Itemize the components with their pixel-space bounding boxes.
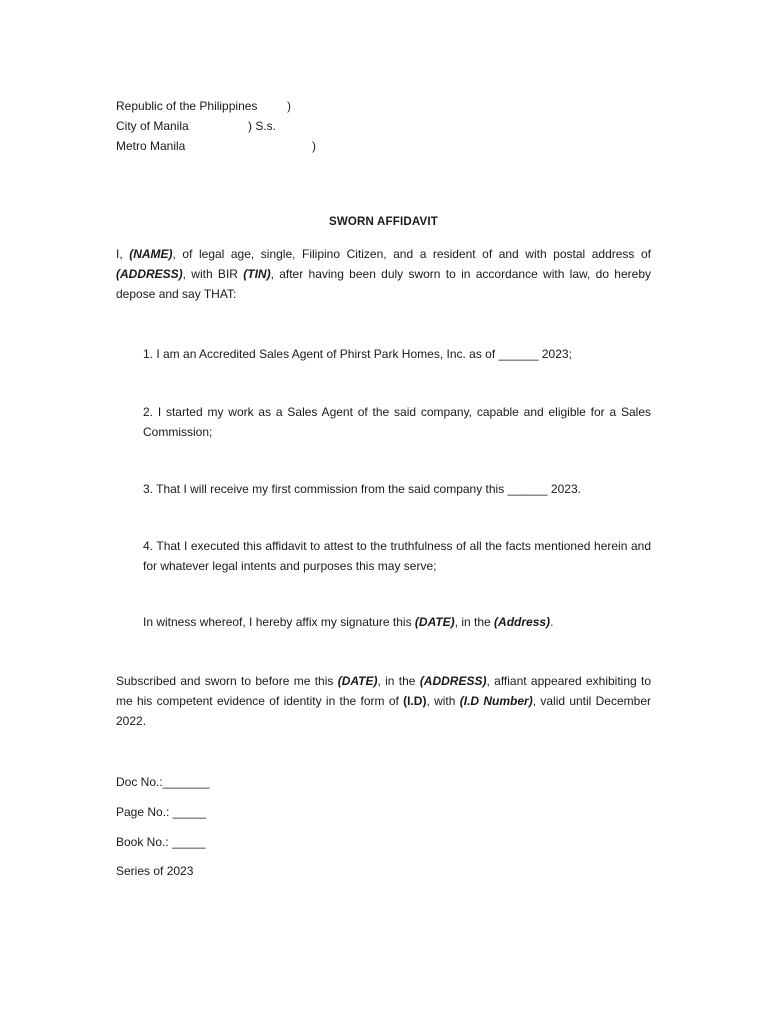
id-placeholder: (I.D)	[403, 694, 427, 708]
venue-paren: )	[287, 99, 291, 113]
tin-placeholder: (TIN)	[243, 267, 271, 281]
venue-line-republic	[116, 96, 291, 116]
page-no-line: Page No.: _____	[116, 805, 207, 819]
jurat-text: , in the	[377, 674, 420, 688]
witness-text: .	[550, 615, 554, 629]
venue-ss: ) S.s.	[248, 119, 277, 133]
venue-metro: Metro Manila	[116, 139, 186, 153]
venue-line-metro	[116, 136, 316, 156]
statement-item-2: 2. I started my work as a Sales Agent of the said company, capable and eligible for a Sales Commission;	[143, 405, 651, 439]
venue-paren: )	[312, 139, 316, 153]
venue-line-city	[116, 116, 277, 136]
venue-country: Republic of the Philippines	[116, 99, 258, 113]
doc-no-line: Doc No.:_______	[116, 775, 210, 789]
book-no-line: Book No.: _____	[116, 835, 206, 849]
jurat-text: , affiant appeared exhibiting to me his competent evidence of identity in the form of	[116, 674, 651, 708]
statement-item-3: 3. That I will receive my first commission from the said company this ______ 2023.	[143, 482, 581, 496]
jurat-text: Subscribed and sworn to before me this	[116, 674, 338, 688]
document-title: SWORN AFFIDAVIT	[328, 216, 439, 228]
jurat-paragraph	[116, 671, 651, 731]
witness-text: In witness whereof, I hereby affix my signature this	[143, 615, 415, 629]
intro-text: , with BIR	[182, 267, 244, 281]
jurat-text: , with	[426, 694, 460, 708]
intro-paragraph	[116, 244, 651, 304]
date-placeholder: (DATE)	[337, 674, 378, 688]
statement-item-1: 1. I am an Accredited Sales Agent of Phirst Park Homes, Inc. as of ______ 2023;	[143, 347, 572, 361]
witness-paragraph	[143, 612, 651, 632]
venue-city: City of Manila	[116, 119, 189, 133]
intro-text: , after having been duly sworn to in accordance with law, do hereby depose and say THAT:	[116, 267, 651, 301]
name-placeholder: (NAME)	[129, 247, 173, 261]
id-number-placeholder: (I.D Number)	[459, 694, 533, 708]
witness-text: , in the	[454, 615, 495, 629]
intro-text: I,	[116, 247, 130, 261]
series-line: Series of 2023	[116, 864, 194, 878]
address-placeholder: (Address)	[494, 615, 551, 629]
intro-text: , of legal age, single, Filipino Citizen, and a resident of and with postal address of	[172, 247, 651, 261]
address-placeholder: (ADDRESS)	[419, 674, 487, 688]
venue-block	[116, 96, 316, 156]
date-placeholder: (DATE)	[414, 615, 455, 629]
jurat-text: , valid until December 2022.	[116, 694, 651, 728]
address-placeholder: (ADDRESS)	[116, 267, 183, 281]
statement-item-4: 4. That I executed this affidavit to attest to the truthfulness of all the facts mentioned herein and for whatever legal intents and purposes this may serve;	[143, 539, 651, 573]
